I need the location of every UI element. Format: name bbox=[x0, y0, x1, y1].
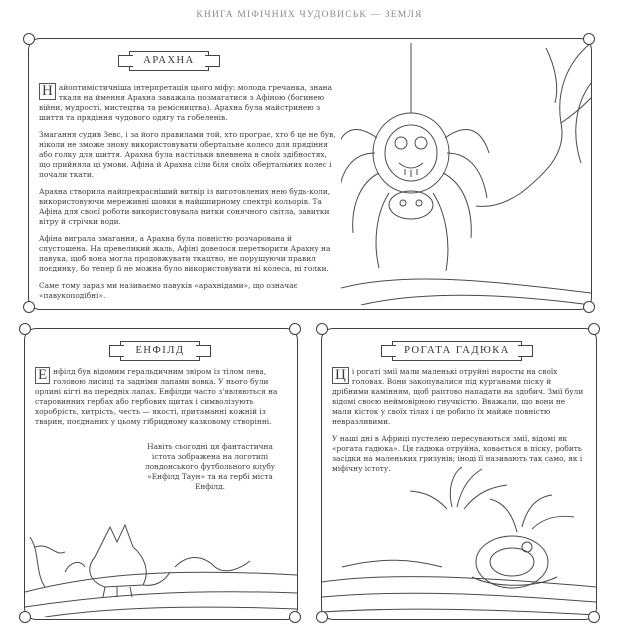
corner-ornament bbox=[289, 611, 301, 623]
enfield-text bbox=[35, 367, 285, 434]
viper-paragraph-1: і рогаті змії мали маленькі отруйні наросты на своїх головах. Вони закопувалися під курганами піску й дрібними камінням, щоб раптово нападати на здобич. Змії були відомі своєю неймовірною гнучкістю. Вважали, що вони не мали кісток у своїх тілах і це робило їх майже повністю невразливими. bbox=[332, 367, 584, 426]
corner-ornament bbox=[583, 33, 595, 45]
corner-ornament bbox=[19, 611, 31, 623]
corner-ornament bbox=[583, 301, 595, 313]
enfield-dropcap: Е bbox=[35, 367, 50, 384]
viper-panel bbox=[321, 328, 597, 620]
enfield-note bbox=[135, 442, 285, 499]
corner-ornament bbox=[316, 323, 328, 335]
corner-ornament bbox=[23, 301, 35, 313]
viper-title: РОГАТА ГАДЮКА bbox=[392, 341, 522, 361]
spider-illustration bbox=[341, 43, 591, 305]
viper-dropcap: Ц bbox=[332, 367, 349, 384]
corner-ornament bbox=[316, 611, 328, 623]
corner-ornament bbox=[588, 611, 600, 623]
arachne-paragraph-2: Змагання судив Зевс, і за його правилами той, хто програє, хто б це не був, ніколи не зможе знову використовувати обертальне колесо для прядіння або голку для шиття. Арахна була настільки впевнена в своїх здібностях, що прийняла ці умови. Афіна й Арахна сіли біля своїх обертальних колес і почали ткати. bbox=[39, 130, 336, 179]
viper-paragraph-2: У наші дні в Африці пустелею пересуваються змії, відомі як «рогата гадюка». Ця гадюка отруйна, ховається в піску, робить засідки на маленьких гризунів; іноді її називають так само, як і міфічну істоту. bbox=[332, 434, 583, 473]
viper-illustration bbox=[322, 467, 596, 617]
arachne-paragraph-4: Афіна виграла змагання, а Арахна була повністю розчарована й спустошена. На превеликий жаль, Афіні довелося перетворити Арахну на павука, щоб вона могла продовжувати ткацтво, не порушуючи правил поєдинку, бо тепер її не можна було використовувати ні колеса, ні голки. bbox=[39, 234, 331, 273]
enfield-paragraph-1: нфілд був відомим геральдичним звіром із тілом лева, головою лисиці та задніми лапами вовка. У нього були орлині кігті на передніх лапах. Енфілди часто з'являються на старовинних гербах або гербових щитах і символізують хоробрість, хитрість, честь — якості, притаманні кожній із тварин, поєднаних у цьому гібридному казковому створінні. bbox=[35, 367, 278, 426]
corner-ornament bbox=[289, 323, 301, 335]
corner-ornament bbox=[588, 323, 600, 335]
corner-ornament bbox=[19, 323, 31, 335]
arachne-paragraph-3: Арахна створила найпрекрасніший витвір із виготовлених нею будь-коли, використовуючи мереживні шовки в найшпирному спектрі кольорів. Та Афіна для своєї роботи використовувала нитки сонячного світла, завитки вітру й стрічки води. bbox=[39, 187, 331, 226]
corner-ornament bbox=[23, 33, 35, 45]
arachne-title: АРАХНА bbox=[129, 51, 209, 71]
enfield-illustration bbox=[25, 497, 297, 617]
enfield-panel bbox=[24, 328, 298, 620]
arachne-text bbox=[39, 83, 339, 308]
enfield-title: ЕНФІЛД bbox=[120, 341, 200, 361]
enfield-paragraph-2: Навіть сьогодні ця фантастична істота зображена на логотипі лондонського футбольного клубу «Енфілд Таун» та на гербі міста Енфілд. bbox=[144, 442, 276, 491]
arachne-paragraph-5: Саме тому зараз ми називаємо павуків «арахнідами», що означає «павукоподібні». bbox=[39, 281, 298, 300]
viper-text bbox=[332, 367, 584, 481]
arachne-panel bbox=[28, 38, 592, 310]
page-header: КНИГА МІФІЧНИХ ЧУДОВИСЬК — ЗЕМЛЯ bbox=[196, 10, 423, 20]
arachne-dropcap: Н bbox=[39, 83, 56, 100]
arachne-paragraph-1: айоптимістичніша інтерпретація цього міфу: молода гречанка, знана ткаля на ймення Арахна заважала позмагатися з Афіною (богинею війни, мудрості, мистецтва та ремісництва). Арахна була майстринею з шиття та прядіння чудового одягу та гобеленів. bbox=[39, 83, 333, 122]
